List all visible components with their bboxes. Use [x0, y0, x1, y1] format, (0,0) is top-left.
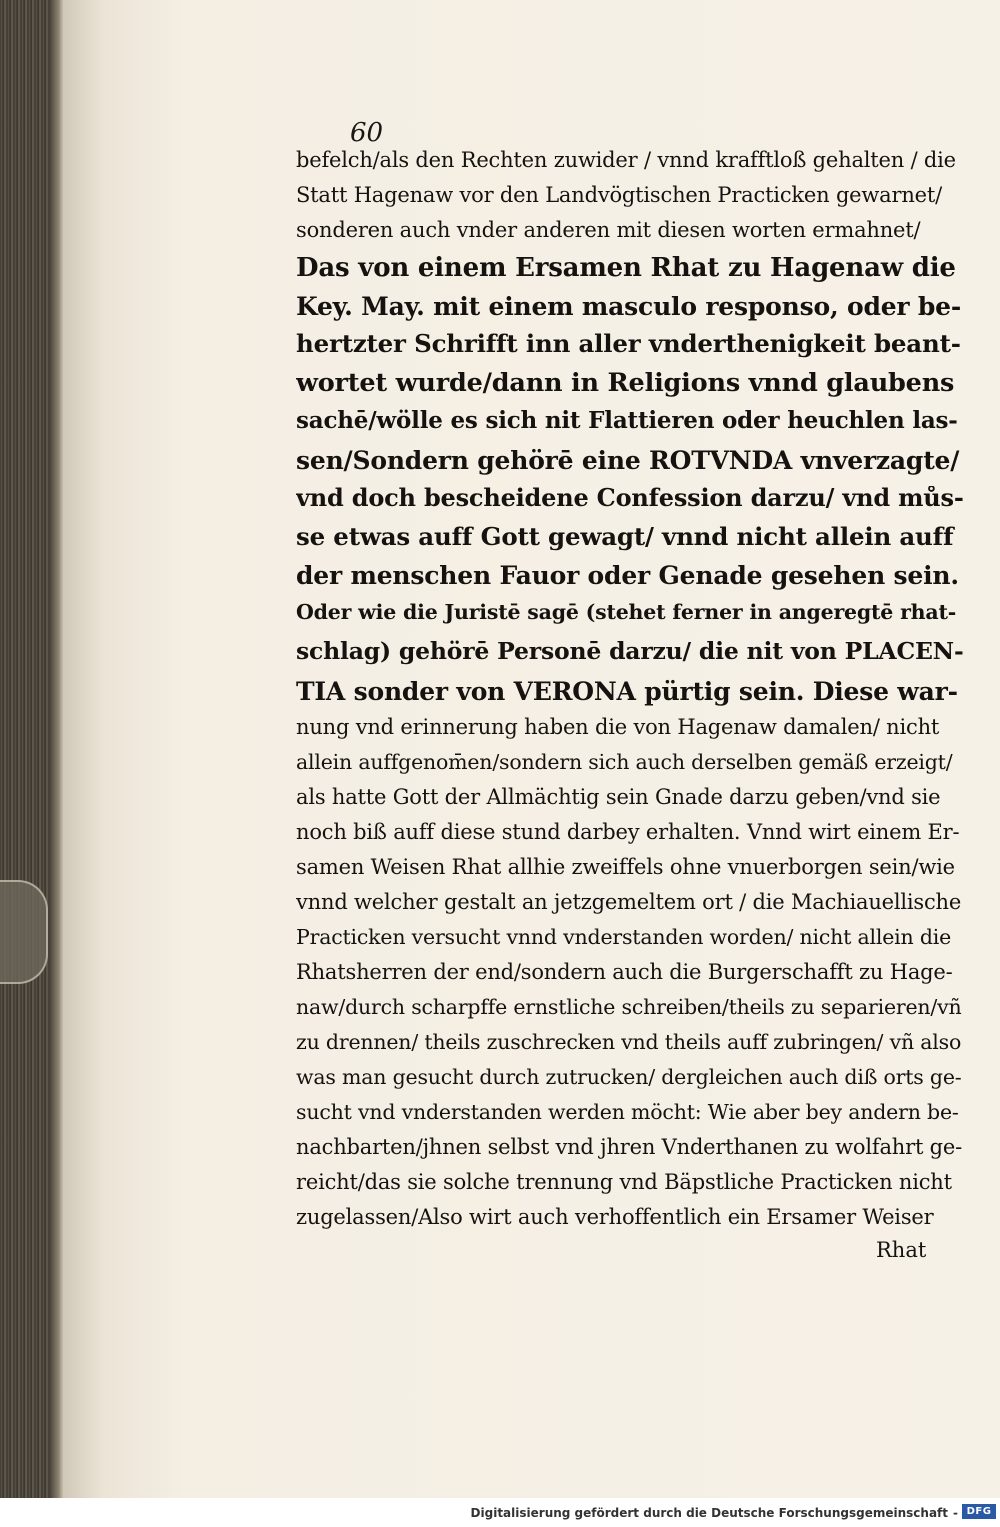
page-number: 60 [350, 118, 384, 148]
text-line: Oder wie die Juristē sagē (stehet ferner in angeregtē rhat- [296, 601, 957, 624]
text-line: befelch/als den Rechten zuwider / vnnd krafftloß gehalten / die [296, 150, 956, 172]
text-line: allein auffgenom̄en/sondern sich auch derselben gemäß erzeigt/ [296, 752, 953, 774]
footer-bar [0, 1498, 1000, 1527]
text-line: nung vnd erinnerung haben die von Hagenaw damalen/ nicht [296, 717, 940, 739]
body-text [296, 150, 966, 1242]
text-line: sen/Sondern gehörē eine ROTVNDA vnverzagte/ [296, 447, 960, 475]
text-line: sachē/wölle es sich nit Flattieren oder heuchlen las- [296, 409, 958, 434]
footer-separator: - [953, 1506, 958, 1520]
text-line: nachbarten/jhnen selbst vnd jhren Vnderthanen zu wolfahrt ge- [296, 1137, 963, 1159]
text-line: als hatte Gott der Allmächtig sein Gnade darzu geben/vnd sie [296, 787, 941, 809]
text-line: reicht/das sie solche trennung vnd Bäpstliche Practicken nicht [296, 1172, 952, 1194]
funding-credit: Digitalisierung gefördert durch die Deutsche Forschungsgemeinschaft [470, 1506, 948, 1520]
text-line: se etwas auff Gott gewagt/ vnnd nicht allein auff [296, 524, 954, 551]
text-line: samen Weisen Rhat allhie zweiffels ohne vnuerborgen sein/wie [296, 857, 955, 879]
dfg-logo: DFG [962, 1504, 996, 1519]
text-line: naw/durch scharpffe ernstliche schreiben/theils zu separieren/vñ [296, 997, 962, 1019]
text-line: schlag) gehörē Personē darzu/ die nit von PLACEN- [296, 640, 964, 665]
text-line: Statt Hagenaw vor den Landvögtischen Practicken gewarnet/ [296, 185, 943, 207]
text-line: zugelassen/Also wirt auch verhoffentlich ein Ersamer Weiser [296, 1207, 934, 1229]
book-gutter-shadow [50, 0, 64, 1498]
text-line: sucht vnd vnderstanden werden möcht: Wie aber bey andern be- [296, 1102, 959, 1124]
text-line: Rhatsherren der end/sondern auch die Burgerschafft zu Hage- [296, 962, 953, 984]
catchword: Rhat [876, 1238, 927, 1262]
text-line: vnd doch bescheidene Confession darzu/ vnd můs- [296, 486, 964, 512]
text-line: vnnd welcher gestalt an jetzgemeltem ort / die Machiauellische [296, 892, 962, 914]
text-line: Practicken versucht vnnd vnderstanden worden/ nicht allein die [296, 927, 952, 949]
text-line: was man gesucht durch zutrucken/ dergleichen auch diß orts ge- [296, 1067, 962, 1089]
text-line: Das von einem Ersamen Rhat zu Hagenaw die [296, 255, 956, 283]
text-line: noch biß auff diese stund darbey erhalten. Vnnd wirt einem Er- [296, 822, 960, 844]
text-line: hertzter Schrifft inn aller vnderthenigkeit beant- [296, 332, 961, 358]
text-line: wortet wurde/dann in Religions vnnd glaubens [296, 370, 955, 398]
text-line: sonderen auch vnder anderen mit diesen worten ermahnet/ [296, 220, 921, 242]
text-line: der menschen Fauor oder Genade gesehen sein. [296, 563, 959, 590]
book-clasp [0, 880, 48, 984]
text-line: TIA sonder von VERONA pürtig sein. Diese war- [296, 678, 958, 706]
text-line: zu drennen/ theils zuschrecken vnd theils auff zubringen/ vñ also [296, 1032, 962, 1054]
text-line: Key. May. mit einem masculo responso, oder be- [296, 293, 962, 321]
